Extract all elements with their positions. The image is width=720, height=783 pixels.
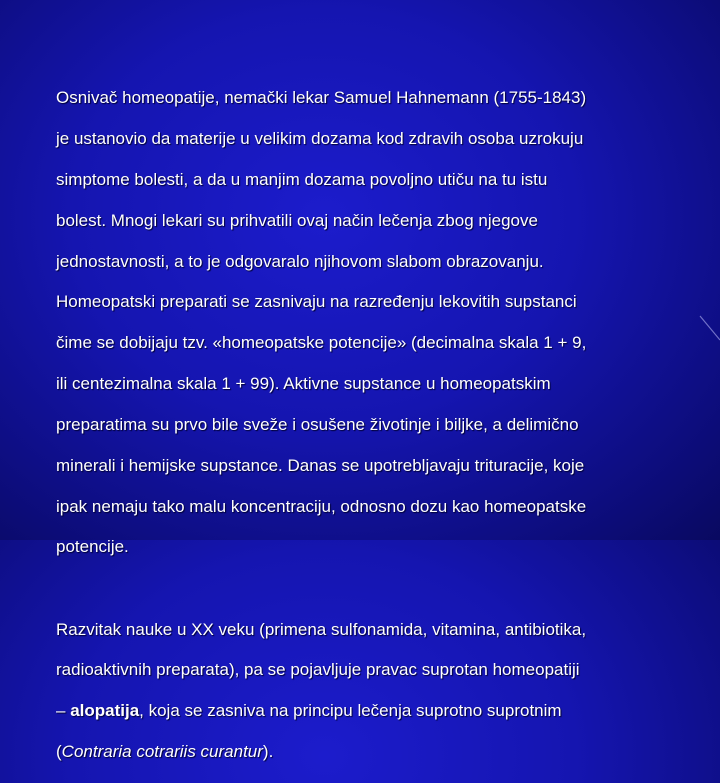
text-line: ili centezimalna skala 1 + 99). Aktivne supstance u homeopatskim — [56, 374, 551, 394]
dash-prefix: – — [56, 701, 71, 721]
paragraph-homeopathy — [56, 68, 686, 578]
text-line: potencije. — [56, 537, 129, 557]
paragraph-allopathy — [56, 599, 686, 783]
text-line: ipak nemaju tako malu koncentraciju, odnosno dozu kao homeopatske — [56, 496, 587, 516]
text-line: čime se dobijaju tzv. «homeopatske potencije» (decimalna skala 1 + 9, — [56, 333, 587, 353]
latin-phrase: Contraria cotrariis curantur — [61, 742, 263, 761]
text-line: preparatima su prvo bile sveže i osušene životinje i biljke, a delimično — [56, 414, 579, 434]
text-line: Razvitak nauke u XX veku (primena sulfonamida, vitamina, antibiotika, — [56, 619, 587, 639]
term-alopatija: alopatija — [70, 701, 140, 721]
paragraph-spacer — [56, 578, 686, 599]
paren-open: ( — [56, 742, 62, 761]
text-line: je ustanovio da materije u velikim dozama kod zdravih osoba uzrokuju — [56, 129, 584, 149]
text-line: bolest. Mnogi lekari su prihvatili ovaj način lečenja zbog njegove — [56, 210, 538, 230]
text-line: simptome bolesti, a da u manjim dozama povoljno utiču na tu istu — [56, 170, 548, 190]
slide-text-body — [56, 68, 686, 783]
text-line: radioaktivnih preparata), pa se pojavljuje pravac suprotan homeopatiji — [56, 660, 580, 680]
text-line: minerali i hemijske supstance. Danas se upotrebljavaju trituracije, koje — [56, 455, 585, 475]
text-line: Homeopatski preparati se zasnivaju na razređenju lekovitih supstanci — [56, 292, 577, 312]
text-segment: , koja se zasniva na principu lečenja suprotno suprotnim — [139, 701, 562, 721]
text-line — [56, 701, 686, 721]
text-line: jednostavnosti, a to je odgovaralo njihovom slabom obrazovanju. — [56, 251, 544, 271]
paren-close: ). — [262, 742, 274, 761]
text-line: Osnivač homeopatije, nemački lekar Samuel Hahnemann (1755-1843) — [56, 88, 587, 108]
text-line — [56, 742, 686, 762]
